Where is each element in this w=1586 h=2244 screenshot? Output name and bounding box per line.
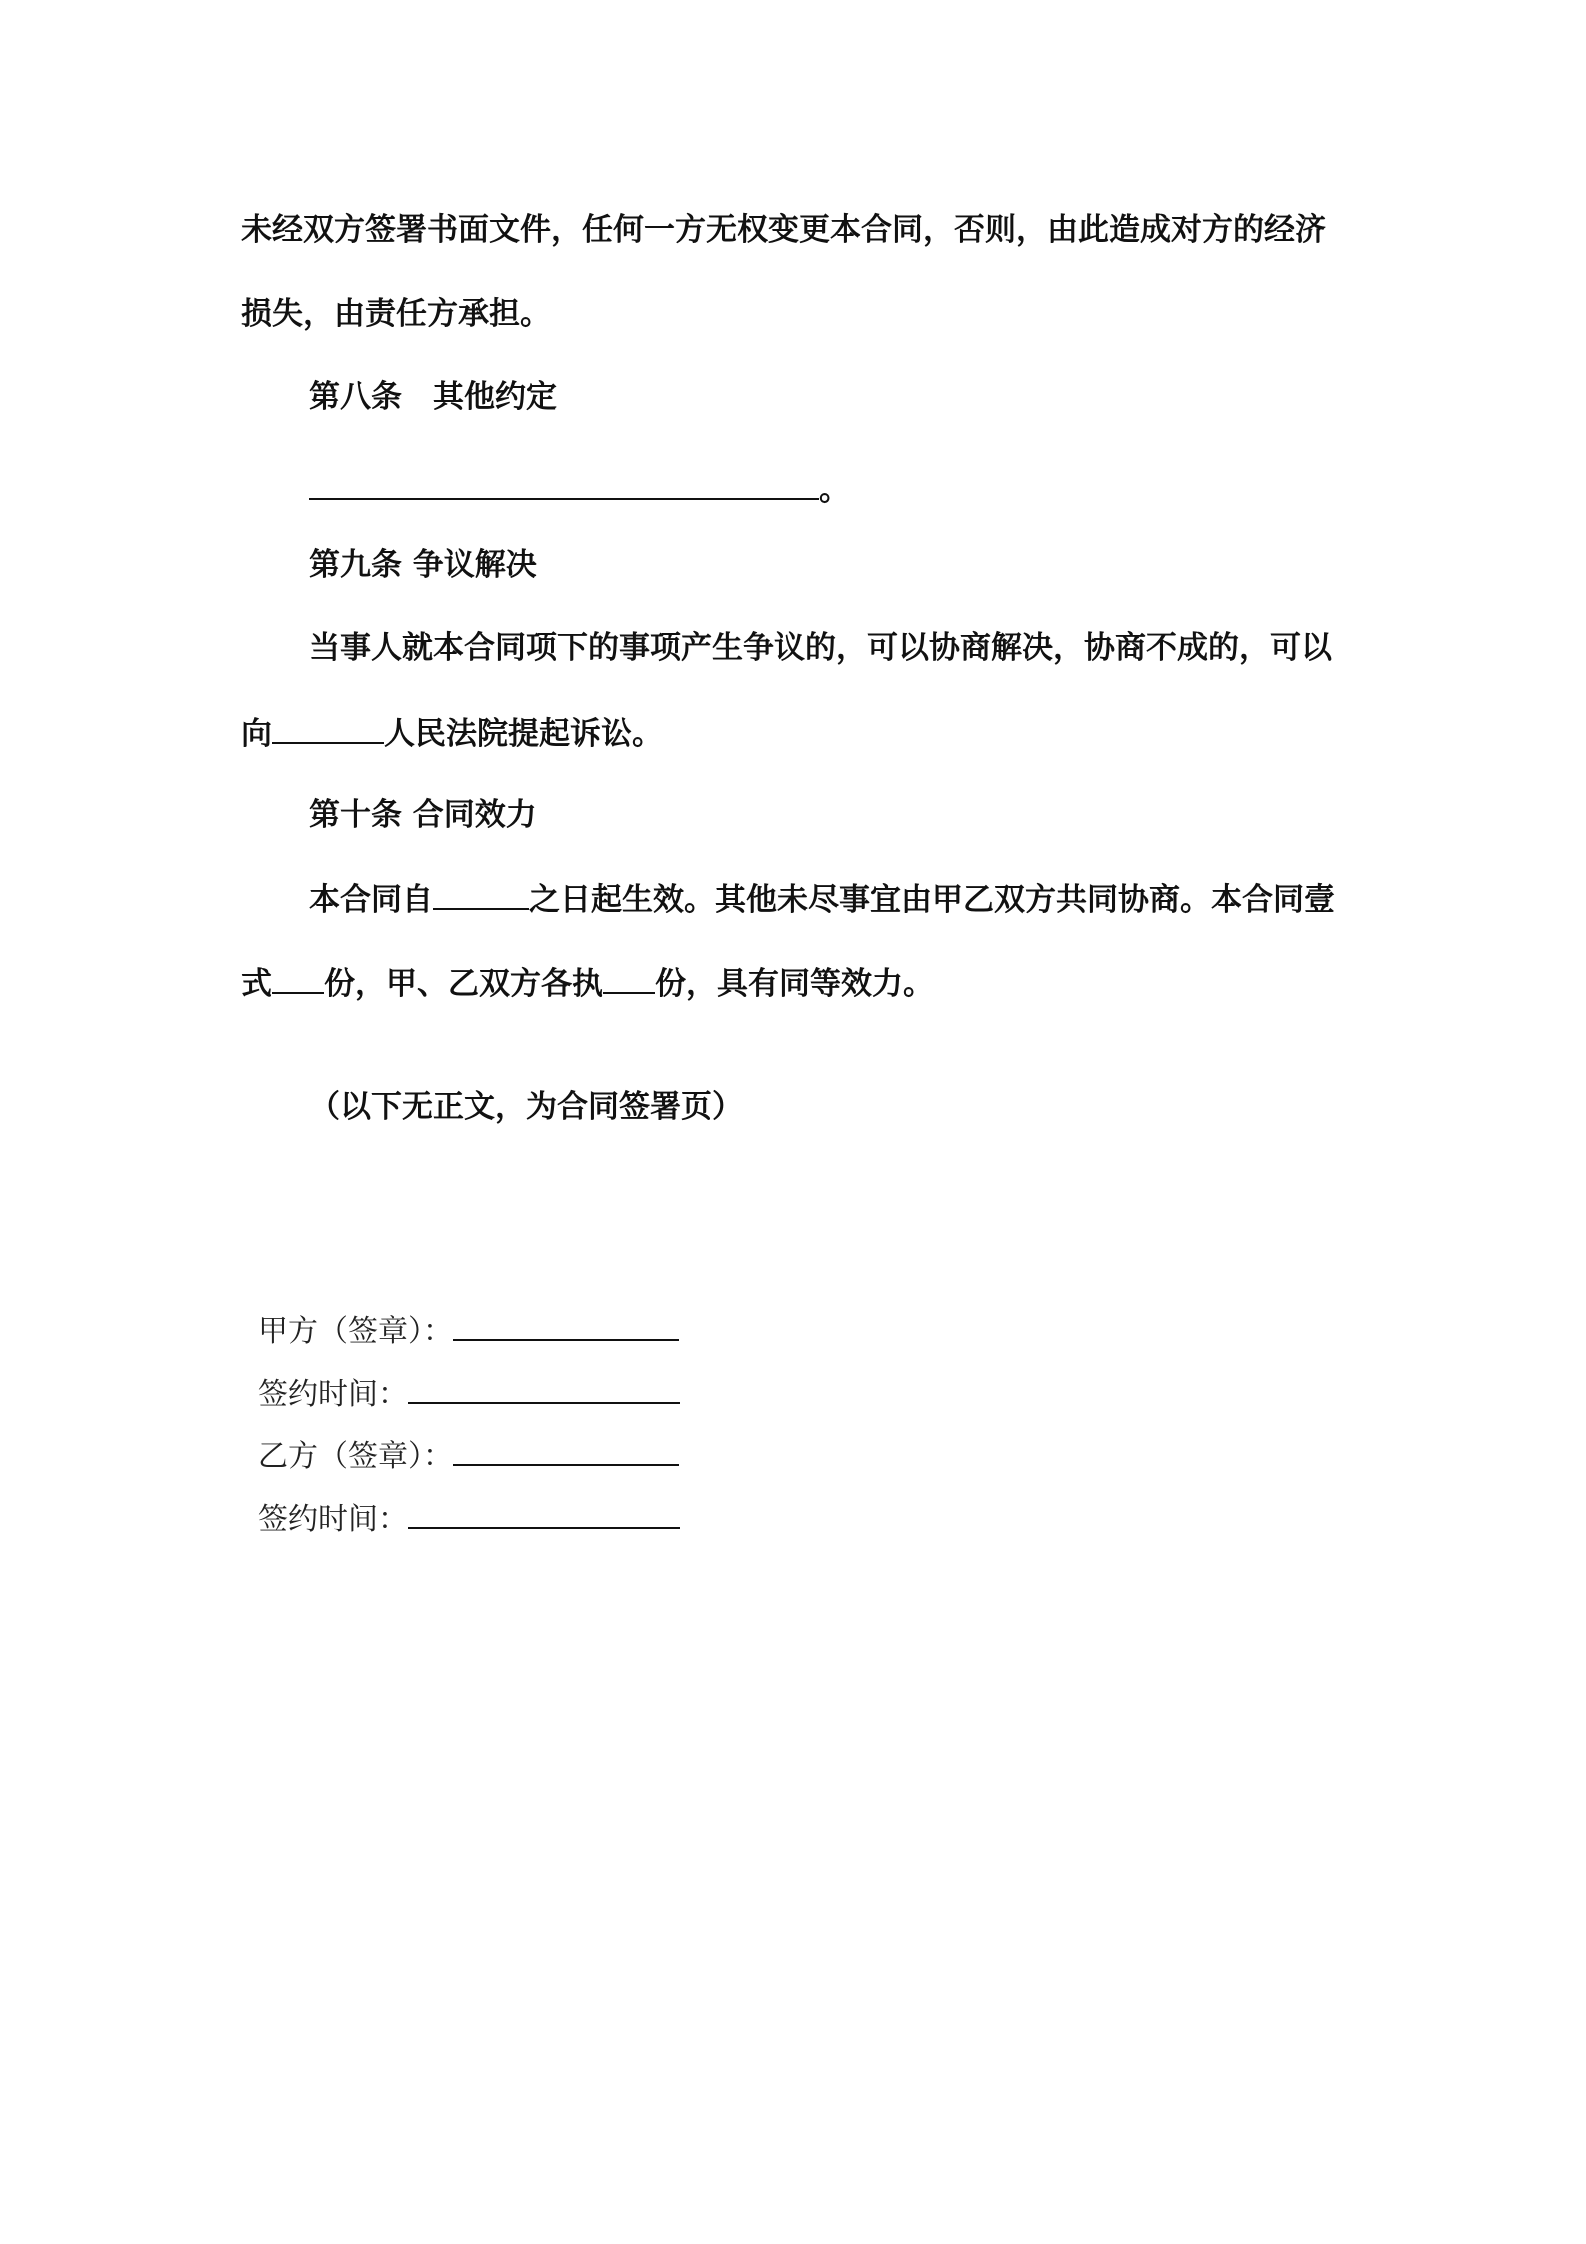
article-8-heading: 第八条 其他约定 [309, 379, 557, 415]
article-9-line-2-after: 人民法院提起诉讼。 [384, 716, 663, 752]
party-a-signature-blank[interactable] [453, 1311, 679, 1341]
court-name-blank[interactable] [272, 712, 384, 744]
party-b-label: 乙方（签章）： [258, 1439, 453, 1474]
article-9-line-2-before: 向 [241, 716, 272, 752]
article-10-line-1-before: 本合同自 [309, 882, 433, 918]
article-10-heading: 第十条 合同效力 [309, 797, 537, 833]
article-9-line-2 [241, 712, 663, 754]
effective-date-blank[interactable] [433, 878, 529, 910]
total-copies-blank[interactable] [272, 962, 324, 994]
article-10-line-1 [309, 878, 1335, 920]
article-10-line-2-c: 份，具有同等效力。 [655, 966, 934, 1002]
closing-note: （以下无正文，为合同签署页） [309, 1089, 743, 1125]
party-a-date-row [258, 1374, 680, 1415]
paragraph-change-line-2: 损失，由责任方承担。 [241, 296, 551, 332]
article-10-line-2-a: 式 [241, 966, 272, 1002]
party-b-signature-blank[interactable] [453, 1436, 679, 1466]
article-10-line-2-b: 份，甲、乙双方各执 [324, 966, 603, 1002]
party-a-signature-row [258, 1311, 679, 1352]
article-8-end-mark: 。 [819, 472, 850, 508]
party-b-signature-row [258, 1436, 679, 1477]
article-10-line-1-after: 之日起生效。其他未尽事宜由甲乙双方共同协商。本合同壹 [529, 882, 1335, 918]
paragraph-change-line-1: 未经双方签署书面文件，任何一方无权变更本合同，否则，由此造成对方的经济 [241, 212, 1326, 248]
copies-each-blank[interactable] [603, 962, 655, 994]
article-9-heading: 第九条 争议解决 [309, 547, 537, 583]
party-a-date-blank[interactable] [408, 1374, 680, 1404]
article-9-line-1: 当事人就本合同项下的事项产生争议的，可以协商解决，协商不成的，可以 [309, 630, 1332, 666]
party-a-date-label: 签约时间： [258, 1377, 408, 1412]
article-10-line-2 [241, 962, 934, 1004]
party-b-date-label: 签约时间： [258, 1502, 408, 1537]
other-terms-blank[interactable] [309, 468, 819, 500]
party-b-date-blank[interactable] [408, 1499, 680, 1529]
party-b-date-row [258, 1499, 680, 1540]
article-8-blank-line [309, 468, 850, 510]
party-a-label: 甲方（签章）： [258, 1314, 453, 1349]
